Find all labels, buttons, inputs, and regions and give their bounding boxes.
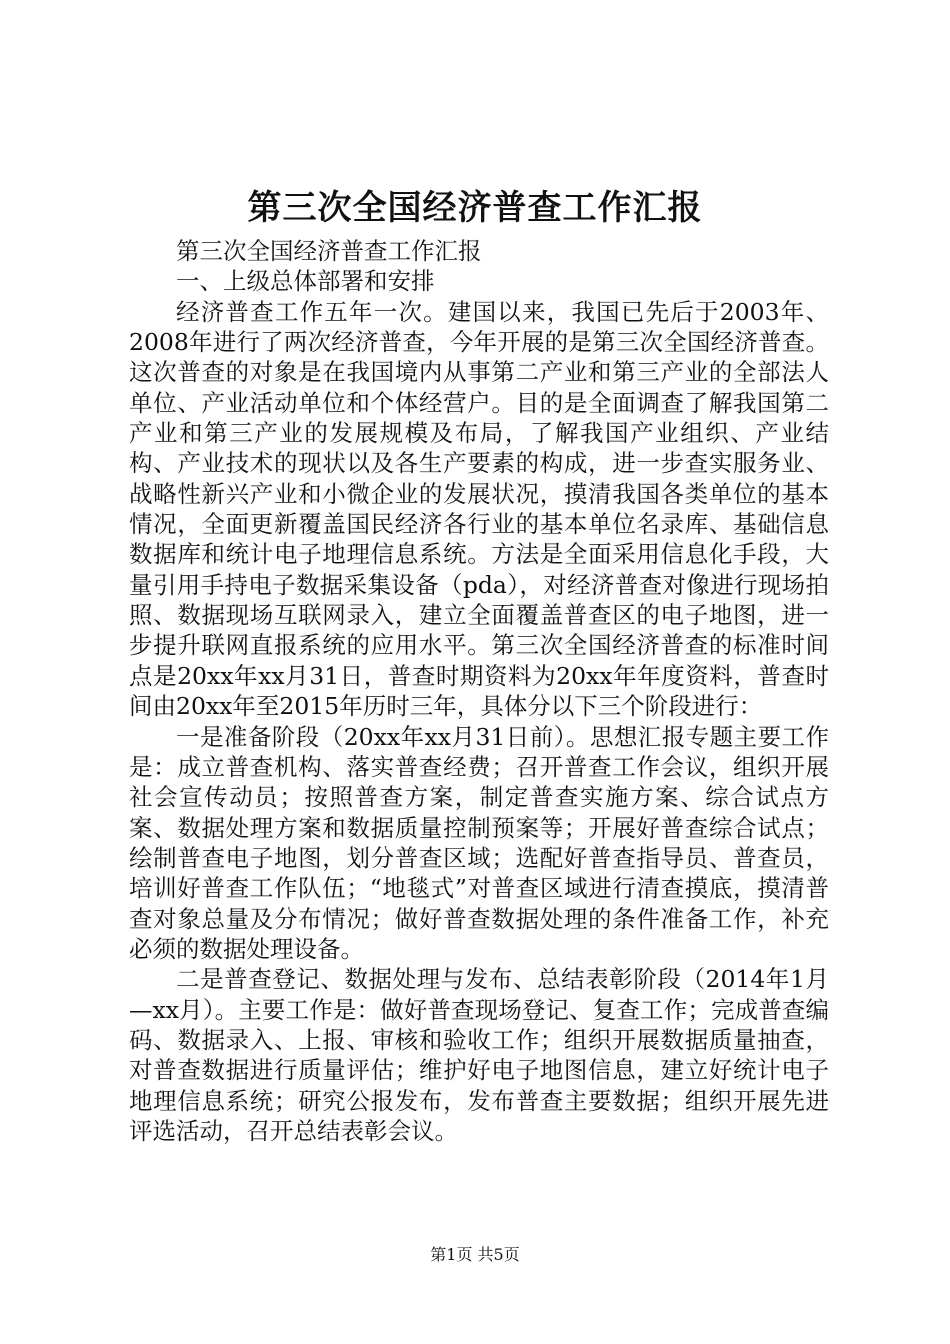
paragraph-stage-two: 二是普查登记、数据处理与发布、总结表彰阶段（2014年1月—xx月）。主要工作是：做好普查现场登记、复查工作；完成普查编码、数据录入、上报、审核和验收工作；组织开展数据质量抽查，对普查数据进行质量评估；维护好电子地图信息，建立好统计电子地理信息系统；研究公报发布，发布普查主要数据；组织开展先进评选活动，召开总结表彰会议。 bbox=[129, 965, 829, 1145]
paragraph-stage-one: 一是准备阶段（20xx年xx月31日前）。思想汇报专题主要工作是：成立普查机构、落实普查经费；召开普查工作会议，组织开展社会宣传动员；按照普查方案，制定普查实施方案、综合试点方案、数据处理方案和数据质量控制预案等；开展好普查综合试点；绘制普查电子地图，划分普查区域；选配好普查指导员、普查员，培训好普查工作队伍；“地毯式”对普查区域进行清查摸底，摸清普查对象总量及分布情况；做好普查数据处理的条件准备工作，补充必须的数据处理设备。 bbox=[129, 722, 829, 963]
document-body bbox=[129, 236, 829, 1146]
paragraph-overview: 经济普查工作五年一次。建国以来，我国已先后于2003年、2008年进行了两次经济普查，今年开展的是第三次全国经济普查。这次普查的对象是在我国境内从事第二产业和第三产业的全部法人单位、产业活动单位和个体经营户。目的是全面调查了解我国第二产业和第三产业的发展规模及布局，了解我国产业组织、产业结构、产业技术的现状以及各生产要素的构成，进一步查实服务业、战略性新兴产业和小微企业的发展状况，摸清我国各类单位的基本情况，全面更新覆盖国民经济各行业的基本单位名录库、基础信息数据库和统计电子地理信息系统。方法是全面采用信息化手段，大量引用手持电子数据采集设备（pda），对经济普查对像进行现场拍照、数据现场互联网录入，建立全面覆盖普查区的电子地图，进一步提升联网直报系统的应用水平。第三次全国经济普查的标准时间点是20xx年xx月31日，普查时期资料为20xx年年度资料，普查时间由20xx年至2015年历时三年，具体分以下三个阶段进行： bbox=[129, 297, 829, 721]
paragraph-subtitle: 第三次全国经济普查工作汇报 bbox=[176, 237, 482, 265]
page-footer: 第1页 共5页 bbox=[430, 1245, 520, 1264]
paragraph-section-heading: 一、上级总体部署和安排 bbox=[176, 267, 435, 296]
document-title: 第三次全国经济普查工作汇报 bbox=[247, 188, 703, 228]
